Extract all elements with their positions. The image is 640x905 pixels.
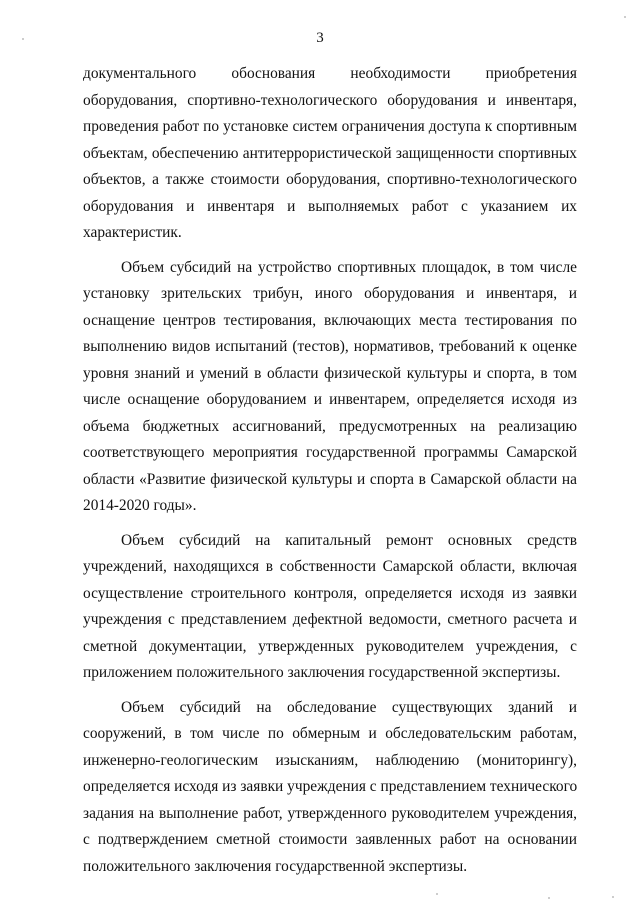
text-line: учреждений, находящихся в собственности Самарской области, включая: [83, 558, 577, 575]
text-line: положительного заключения государственной экспертизы.: [83, 857, 468, 875]
text-line: инженерно-геологическим изысканиям, наблюдению (мониторингу),: [83, 751, 577, 769]
text-line: установку зрительских трибун, иного оборудования и инвентаря, и: [83, 285, 577, 302]
text-line: области «Развитие физической культуры и спорта в Самарской области на: [83, 470, 577, 488]
text-line: соответствующего мероприятия государственной программы Самарской: [83, 444, 577, 461]
text-line: определяется исходя из заявки учреждения с представлением технического: [83, 778, 578, 795]
text-line: уровня знаний и умений в области физической культуры и спорта, в том: [83, 364, 577, 382]
text-line: осуществление строительного контроля, определяется исходя из заявки: [83, 584, 577, 602]
text-line: 2014-2020 годы».: [83, 497, 197, 514]
document-body: [83, 61, 577, 880]
text-line: оборудования, спортивно-технологического оборудования и инвентаря,: [83, 91, 577, 109]
text-line: учреждения с представлением дефектной ведомости, сметного расчета и: [83, 611, 577, 628]
text-line: Объем субсидий на устройство спортивных площадок, в том числе: [121, 258, 577, 276]
text-line: выполнению видов испытаний (тестов), нормативов, требований к оценке: [83, 338, 577, 355]
scan-speck: [624, 16, 626, 18]
page-number: 3: [316, 30, 324, 46]
text-line: объема бюджетных ассигнований, предусмотренных на реализацию: [83, 417, 577, 435]
text-line: Объем субсидий на обследование существующих зданий и: [121, 698, 577, 716]
scan-speck: [436, 893, 438, 895]
text-line: числе оснащение оборудованием и инвентарем, определяется исходя из: [83, 391, 577, 408]
text-line: с подтверждением сметной стоимости заявленных работ на основании: [83, 831, 577, 848]
text-line: проведения работ по установке систем ограничения доступа к спортивным: [83, 118, 577, 135]
paragraph-2: [83, 255, 577, 520]
scan-speck: [22, 38, 24, 40]
paragraph-1: [83, 61, 577, 247]
text-line: оснащение центров тестирования, включающих места тестирования по: [83, 311, 577, 329]
text-line: сметной документации, утвержденных руководителем учреждения, с: [83, 637, 577, 655]
text-line: характеристик.: [83, 224, 182, 241]
text-line: Объем субсидий на капитальный ремонт основных средств: [121, 531, 577, 549]
paragraph-3: [83, 528, 577, 687]
paragraph-4: [83, 695, 577, 881]
text-line: сооружений, в том числе по обмерным и обследовательским работам,: [83, 725, 577, 742]
text-line: задания на выполнение работ, утвержденного руководителем учреждения,: [83, 804, 577, 822]
scan-speck: [548, 897, 550, 899]
text-line: объектов, а также стоимости оборудования, спортивно-технологического: [83, 171, 577, 188]
text-line: оборудования и инвентаря и выполняемых работ с указанием их: [83, 197, 577, 215]
text-line: документального обоснования необходимости приобретения: [83, 65, 577, 82]
scan-speck: [612, 896, 614, 898]
text-line: объектам, обеспечению антитеррористической защищенности спортивных: [83, 144, 577, 162]
text-line: приложением положительного заключения государственной экспертизы.: [83, 664, 561, 681]
